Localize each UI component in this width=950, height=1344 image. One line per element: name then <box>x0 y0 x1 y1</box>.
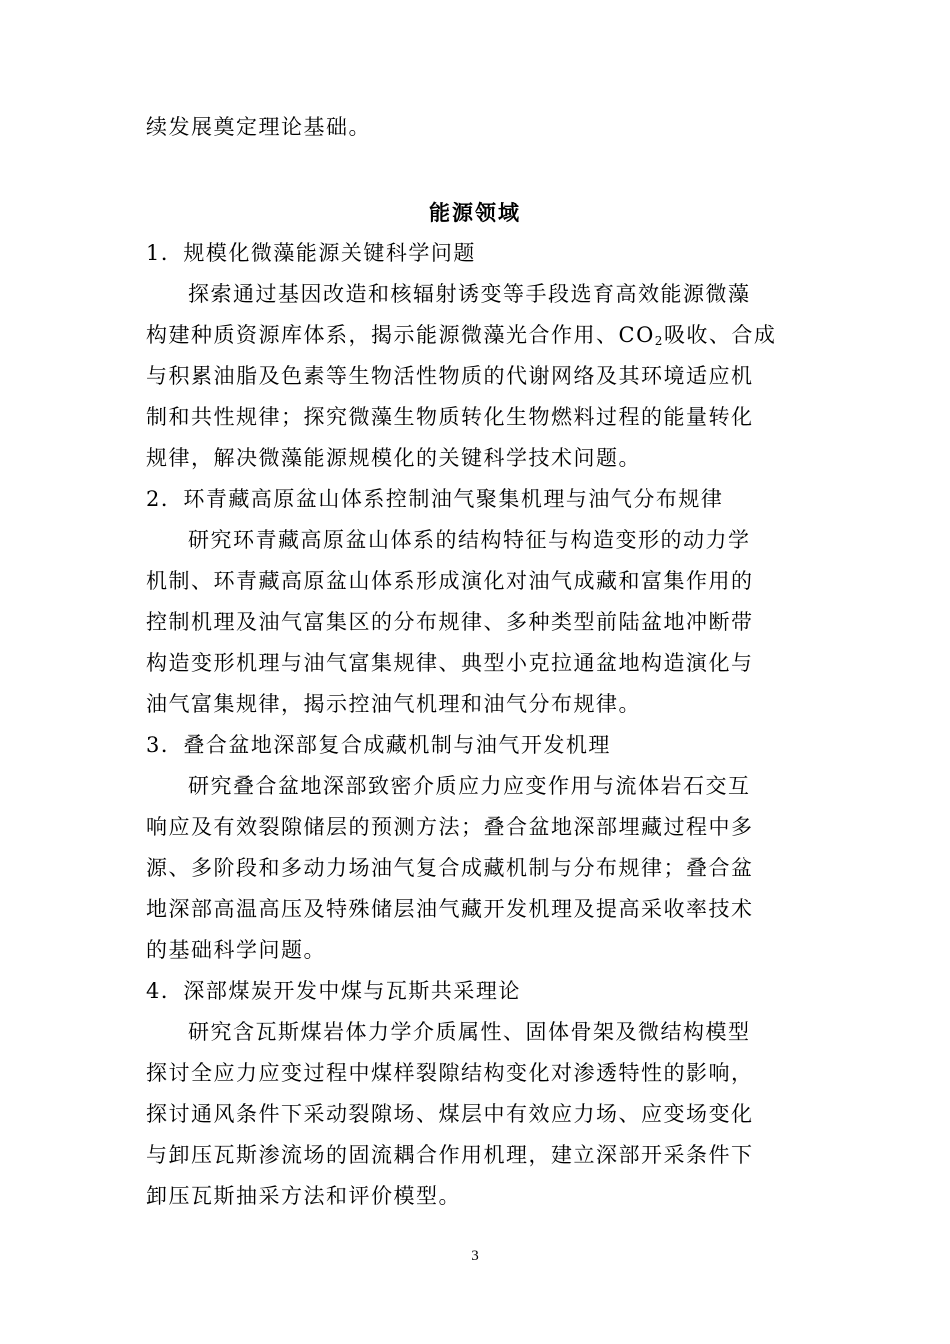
item-4-line-1: 研究含瓦斯煤岩体力学介质属性、固体骨架及微结构模型 <box>188 1020 751 1044</box>
co2-subscript: 2 <box>654 334 664 348</box>
item-2-line-3: 控制机理及油气富集区的分布规律、多种类型前陆盆地冲断带 <box>146 610 754 634</box>
co2-suffix: 吸收、合成 <box>663 323 777 347</box>
item-4-line-3: 探讨通风条件下采动裂隙场、煤层中有效应力场、应变场变化 <box>146 1102 754 1126</box>
page-number: 3 <box>471 1248 479 1264</box>
co2-prefix: CO <box>618 323 655 347</box>
item-3-line-1: 研究叠合盆地深部致密介质应力应变作用与流体岩石交互 <box>188 774 751 798</box>
item-1-line-5: 规律，解决微藻能源规模化的关键科学技术问题。 <box>146 446 641 470</box>
item-heading-2: 2．环青藏高原盆山体系控制油气聚集机理与油气分布规律 <box>146 487 724 511</box>
item-3-line-4: 地深部高温高压及特殊储层油气藏开发机理及提高采收率技术 <box>146 897 754 921</box>
item-2-line-4: 构造变形机理与油气富集规律、典型小克拉通盆地构造演化与 <box>146 651 754 675</box>
item-4-line-5: 卸压瓦斯抽采方法和评价模型。 <box>146 1184 461 1208</box>
item-1-line-3: 与积累油脂及色素等生物活性物质的代谢网络及其环境适应机 <box>146 364 754 388</box>
item-3-line-2: 响应及有效裂隙储层的预测方法；叠合盆地深部埋藏过程中多 <box>146 815 754 839</box>
section-title: 能源领域 <box>429 200 521 225</box>
item-1-line-1: 探索通过基因改造和核辐射诱变等手段选育高效能源微藻 <box>188 282 751 306</box>
item-4-line-4: 与卸压瓦斯渗流场的固流耦合作用机理，建立深部开采条件下 <box>146 1143 754 1167</box>
item-heading-3: 3．叠合盆地深部复合成藏机制与油气开发机理 <box>146 733 611 757</box>
item-1-line-2 <box>146 315 806 355</box>
item-4-line-2: 探讨全应力应变过程中煤样裂隙结构变化对渗透特性的影响， <box>146 1061 754 1085</box>
intro-tail-text: 续发展奠定理论基础。 <box>146 115 371 139</box>
item-1-line-4: 制和共性规律；探究微藻生物质转化生物燃料过程的能量转化 <box>146 405 754 429</box>
item-heading-4: 4．深部煤炭开发中煤与瓦斯共采理论 <box>146 979 521 1003</box>
item-heading-1: 1．规模化微藻能源关键科学问题 <box>146 241 476 265</box>
item-3-line-3: 源、多阶段和多动力场油气复合成藏机制与分布规律；叠合盆 <box>146 856 754 880</box>
item-2-line-1: 研究环青藏高原盆山体系的结构特征与构造变形的动力学 <box>188 528 751 552</box>
item-1-line-2-text: 构建种质资源库体系，揭示能源微藻光合作用、 <box>146 323 619 347</box>
item-3-line-5: 的基础科学问题。 <box>146 938 326 962</box>
item-2-line-5: 油气富集规律，揭示控油气机理和油气分布规律。 <box>146 692 641 716</box>
item-2-line-2: 机制、环青藏高原盆山体系形成演化对油气成藏和富集作用的 <box>146 569 754 593</box>
